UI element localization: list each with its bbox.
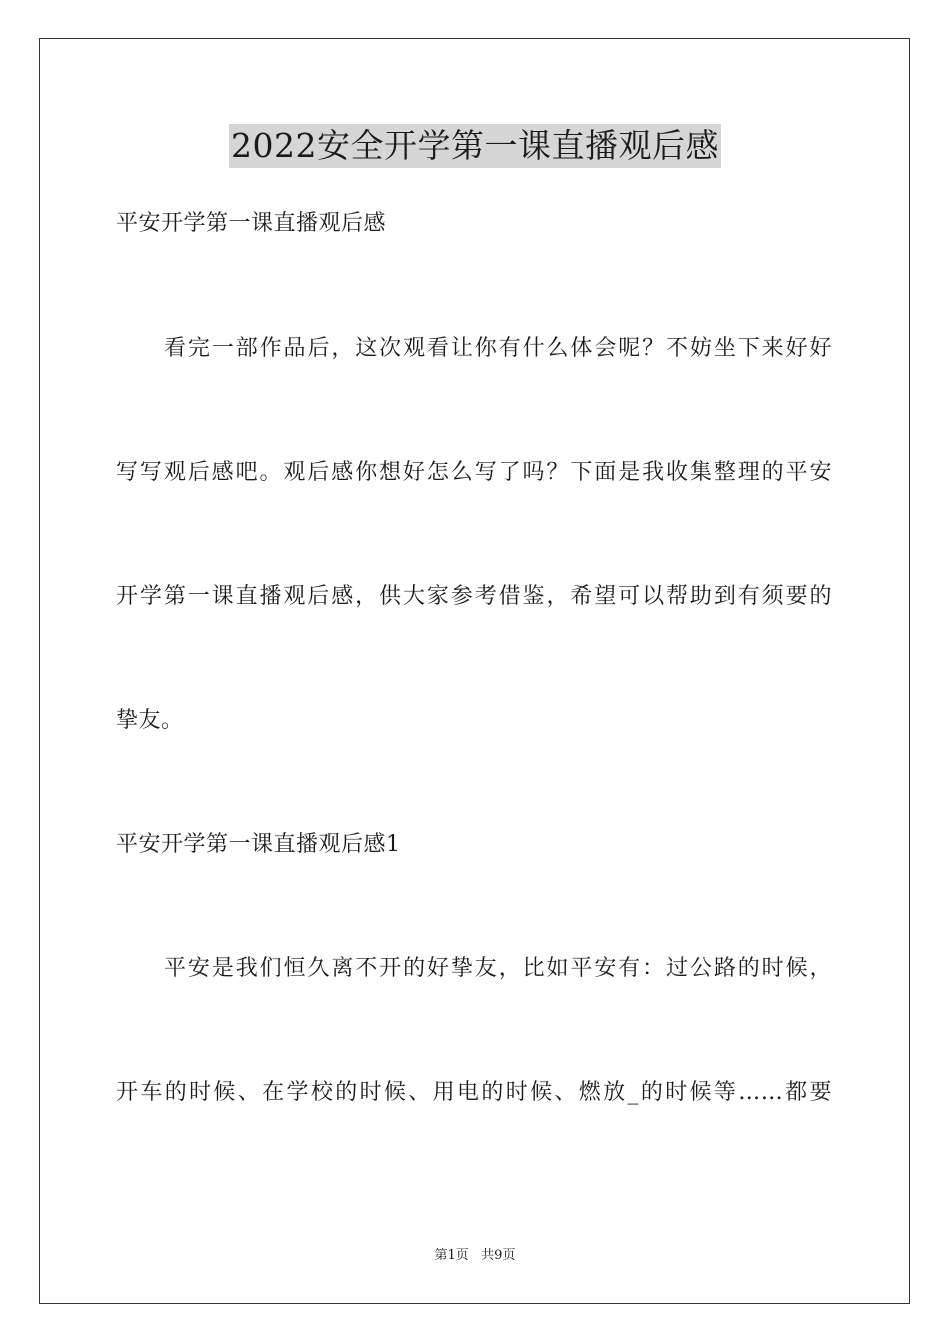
paragraph-line: 平安是我们恒久离不开的好挚友，比如平安有：过公路的时候， [164, 956, 832, 981]
paragraph-line: 写写观后感吧。观后感你想好怎么写了吗？下面是我收集整理的平安 [116, 460, 832, 485]
paragraph-line: 开学第一课直播观后感，供大家参考借鉴，希望可以帮助到有须要的 [116, 584, 832, 609]
page-number-footer: 第1页 共9页 [434, 1248, 516, 1263]
title-container [0, 124, 950, 168]
paragraph-line: 看完一部作品后，这次观看让你有什么体会呢？不妨坐下来好好 [164, 336, 832, 361]
paragraph-line: 挚友。 [116, 708, 184, 733]
document-title: 2022安全开学第一课直播观后感 [229, 124, 721, 168]
section-heading: 平安开学第一课直播观后感1 [116, 832, 401, 857]
paragraph-line: 开车的时候、在学校的时候、用电的时候、燃放_的时候等……都要 [116, 1080, 832, 1105]
subtitle-line: 平安开学第一课直播观后感 [116, 211, 387, 236]
